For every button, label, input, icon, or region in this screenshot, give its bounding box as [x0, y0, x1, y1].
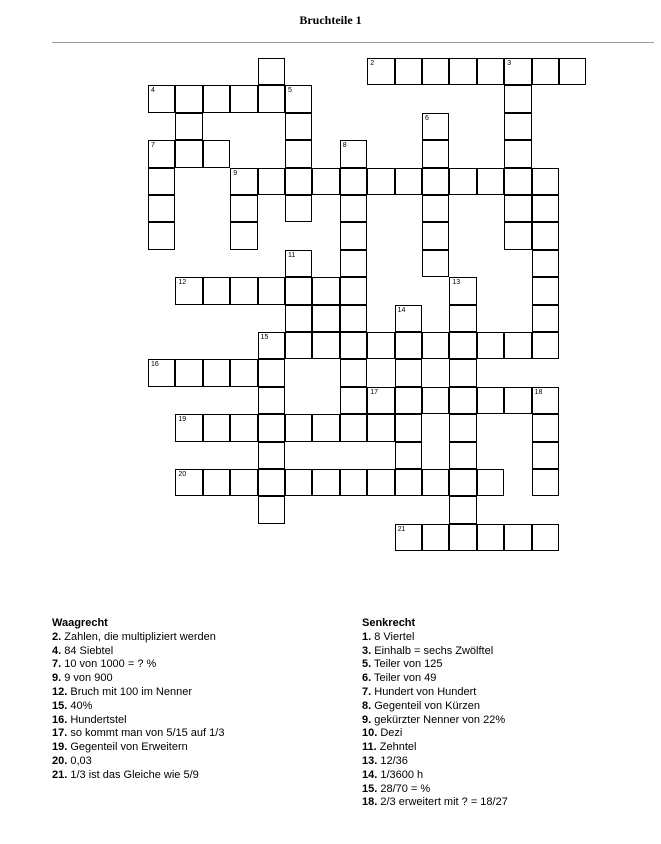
crossword-cell[interactable] — [285, 113, 312, 140]
crossword-cell[interactable] — [340, 469, 367, 496]
crossword-cell[interactable] — [422, 168, 449, 195]
crossword-cell[interactable] — [449, 387, 476, 414]
crossword-cell[interactable] — [203, 359, 230, 386]
crossword-cell[interactable] — [285, 277, 312, 304]
clue-item-text: so kommt man von 5/15 auf 1/3 — [67, 727, 225, 740]
crossword-cell[interactable] — [230, 85, 257, 112]
crossword-cell[interactable] — [258, 442, 285, 469]
crossword-cell[interactable] — [449, 414, 476, 441]
clue-item-number: 4. — [52, 644, 62, 657]
crossword-cell[interactable] — [477, 524, 504, 551]
clue-item — [362, 714, 508, 728]
crossword-cell[interactable] — [422, 469, 449, 496]
crossword-cell[interactable] — [449, 359, 476, 386]
clue-item — [362, 769, 508, 783]
crossword-cell[interactable] — [532, 305, 559, 332]
crossword-cell[interactable] — [532, 414, 559, 441]
clue-item-number: 11. — [362, 741, 377, 754]
crossword-cell[interactable] — [395, 524, 422, 551]
crossword-cell[interactable] — [477, 58, 504, 85]
crossword-cell[interactable] — [395, 359, 422, 386]
crossword-cell[interactable] — [504, 85, 531, 112]
crossword-cell[interactable] — [148, 168, 175, 195]
crossword-cell[interactable] — [230, 359, 257, 386]
clue-item-number: 9. — [52, 672, 62, 685]
clue-number: 6 — [425, 114, 429, 122]
crossword-cell[interactable] — [532, 524, 559, 551]
crossword-cell[interactable] — [340, 250, 367, 277]
clue-item-text: 40% — [67, 699, 93, 712]
crossword-cell[interactable] — [203, 277, 230, 304]
crossword-cell[interactable] — [422, 58, 449, 85]
crossword-cell[interactable] — [340, 168, 367, 195]
crossword-cell[interactable] — [258, 85, 285, 112]
crossword-cell[interactable] — [449, 496, 476, 523]
crossword-cell[interactable] — [175, 85, 202, 112]
crossword-cell[interactable] — [340, 277, 367, 304]
clue-item-text: Bruch mit 100 im Nenner — [67, 685, 193, 698]
crossword-cell[interactable] — [532, 332, 559, 359]
crossword-cell[interactable] — [230, 195, 257, 222]
clue-number: 2 — [370, 60, 375, 67]
clue-item-number: 1. — [362, 630, 372, 643]
crossword-cell[interactable] — [258, 469, 285, 496]
crossword-cell[interactable] — [367, 332, 394, 359]
clue-item-number: 7. — [52, 658, 62, 671]
clue-number: 19 — [178, 416, 187, 424]
clue-item-number: 20. — [52, 754, 68, 767]
crossword-cell[interactable] — [285, 469, 312, 496]
clue-item — [52, 672, 224, 686]
clue-item — [52, 658, 224, 672]
crossword-cell[interactable] — [148, 359, 175, 386]
clue-item-text: 9 von 900 — [61, 672, 113, 685]
clue-item — [362, 700, 508, 714]
clue-item-number: 21. — [52, 768, 68, 781]
crossword-cell[interactable] — [340, 140, 367, 167]
clue-number: 3 — [507, 60, 512, 67]
crossword-cell[interactable] — [477, 387, 504, 414]
clue-item-text: Teiler von 125 — [371, 658, 443, 671]
crossword-cell[interactable] — [203, 85, 230, 112]
clue-item-text: 2/3 erweitert mit ? = 18/27 — [377, 796, 508, 809]
crossword-cell[interactable] — [395, 305, 422, 332]
crossword-cell[interactable] — [422, 195, 449, 222]
clue-item-number: 14. — [362, 768, 378, 781]
crossword-cell[interactable] — [395, 168, 422, 195]
crossword-cell[interactable] — [312, 305, 339, 332]
crossword-cell[interactable] — [285, 305, 312, 332]
crossword-cell[interactable] — [148, 195, 175, 222]
crossword-cell[interactable] — [175, 277, 202, 304]
crossword-cell[interactable] — [477, 168, 504, 195]
crossword-cell[interactable] — [532, 195, 559, 222]
crossword-cell[interactable] — [504, 195, 531, 222]
clue-number: 14 — [397, 306, 406, 314]
clue-item — [362, 727, 508, 741]
crossword-cell[interactable] — [312, 332, 339, 359]
crossword-cell[interactable] — [285, 414, 312, 441]
crossword-cell[interactable] — [504, 524, 531, 551]
crossword-cell[interactable] — [449, 524, 476, 551]
clue-item — [362, 645, 508, 659]
crossword-cell[interactable] — [395, 387, 422, 414]
clue-item-text: 0,03 — [67, 754, 92, 767]
crossword-cell[interactable] — [230, 222, 257, 249]
clue-item-text: 10 von 1000 = ? % — [61, 658, 157, 671]
crossword-cell[interactable] — [203, 140, 230, 167]
clue-number: 16 — [151, 361, 159, 369]
crossword-cell[interactable] — [148, 85, 175, 112]
crossword-cell[interactable] — [532, 469, 559, 496]
clue-number: 11 — [288, 251, 296, 259]
crossword-cell[interactable] — [285, 168, 312, 195]
clue-number: 18 — [534, 388, 543, 396]
clue-item-number: 13. — [362, 754, 378, 767]
clue-item-number: 16. — [52, 713, 68, 726]
clue-item — [52, 714, 224, 728]
crossword-cell[interactable] — [367, 168, 394, 195]
crossword-cell[interactable] — [532, 168, 559, 195]
crossword-cell[interactable] — [175, 113, 202, 140]
crossword-cell[interactable] — [422, 524, 449, 551]
crossword-cell[interactable] — [203, 414, 230, 441]
crossword-cell[interactable] — [559, 58, 586, 85]
crossword-cell[interactable] — [532, 277, 559, 304]
crossword-cell[interactable] — [367, 469, 394, 496]
crossword-cell[interactable] — [504, 387, 531, 414]
crossword-cell[interactable] — [312, 414, 339, 441]
clue-number: 15 — [260, 334, 269, 341]
clue-item-text: 1/3600 h — [377, 768, 424, 781]
clue-item-text: 12/36 — [377, 754, 408, 767]
clue-item-text: Hundertstel — [67, 713, 127, 726]
crossword-cell[interactable] — [449, 305, 476, 332]
crossword-cell[interactable] — [203, 469, 230, 496]
clues-down-list — [362, 631, 508, 810]
crossword-cell[interactable] — [175, 359, 202, 386]
crossword-cell[interactable] — [532, 58, 559, 85]
clue-item-text: Gegenteil von Kürzen — [371, 699, 481, 712]
page-title: Bruchteile 1 — [299, 13, 362, 27]
crossword-cell[interactable] — [395, 332, 422, 359]
clue-item-number: 17. — [52, 727, 68, 740]
crossword-cell[interactable] — [449, 442, 476, 469]
clue-item — [52, 741, 224, 755]
clues-down — [362, 617, 508, 810]
crossword-cell[interactable] — [422, 250, 449, 277]
crossword-cell[interactable] — [230, 469, 257, 496]
clue-item-text: Dezi — [377, 727, 403, 740]
clue-item-number: 15. — [52, 699, 68, 712]
crossword-cell[interactable] — [340, 195, 367, 222]
clue-item-text: 28/70 = % — [377, 782, 431, 795]
crossword-cell[interactable] — [395, 414, 422, 441]
crossword-cell[interactable] — [395, 442, 422, 469]
clue-number: 17 — [370, 388, 378, 396]
clue-item — [52, 769, 224, 783]
crossword-cell[interactable] — [395, 58, 422, 85]
crossword-cell[interactable] — [422, 113, 449, 140]
clue-item-text: gekürzter Nenner von 22% — [371, 713, 506, 726]
crossword-cell[interactable] — [285, 85, 312, 112]
clue-item-number: 15. — [362, 782, 378, 795]
crossword-cell[interactable] — [258, 496, 285, 523]
clue-item — [362, 672, 508, 686]
clue-number: 7 — [151, 142, 155, 150]
clue-number: 5 — [288, 87, 292, 95]
crossword-cell[interactable] — [258, 277, 285, 304]
crossword-cell[interactable] — [258, 414, 285, 441]
clue-item — [52, 686, 224, 700]
clue-item-number: 3. — [362, 644, 372, 657]
crossword-cell[interactable] — [312, 168, 339, 195]
clue-number: 9 — [233, 169, 238, 177]
clue-item-number: 2. — [52, 630, 62, 643]
crossword-cell[interactable] — [258, 168, 285, 195]
crossword-cell[interactable] — [285, 250, 312, 277]
clue-item-text: Teiler von 49 — [371, 672, 437, 685]
crossword-cell[interactable] — [340, 305, 367, 332]
crossword-cell[interactable] — [532, 222, 559, 249]
clue-item-text: Zahlen, die multipliziert werden — [61, 630, 216, 643]
crossword-cell[interactable] — [449, 277, 476, 304]
crossword-cell[interactable] — [258, 387, 285, 414]
crossword-cell[interactable] — [532, 387, 559, 414]
crossword-cell[interactable] — [532, 250, 559, 277]
clue-item — [362, 686, 508, 700]
clue-item-number: 6. — [362, 672, 372, 685]
clue-item-text: Einhalb = sechs Zwölftel — [371, 644, 494, 657]
clue-number: 12 — [178, 279, 187, 287]
crossword-cell[interactable] — [340, 359, 367, 386]
clue-item-number: 5. — [362, 658, 372, 671]
clue-number: 21 — [397, 525, 406, 533]
clue-number: 4 — [151, 87, 155, 95]
clue-item — [52, 727, 224, 741]
crossword-cell[interactable] — [340, 332, 367, 359]
crossword-cell[interactable] — [422, 387, 449, 414]
crossword-cell[interactable] — [230, 277, 257, 304]
crossword-cell[interactable] — [230, 168, 257, 195]
clue-item-text: Hundert von Hundert — [371, 685, 477, 698]
clue-item-text: Gegenteil von Erweitern — [67, 741, 188, 754]
clue-number: 20 — [178, 471, 187, 478]
clue-item-number: 7. — [362, 685, 372, 698]
crossword-cell[interactable] — [504, 332, 531, 359]
crossword-cell[interactable] — [258, 359, 285, 386]
clue-item-number: 19. — [52, 741, 68, 754]
clue-item — [362, 631, 508, 645]
crossword-cell[interactable] — [504, 140, 531, 167]
crossword-cell[interactable] — [285, 195, 312, 222]
crossword-cell[interactable] — [148, 140, 175, 167]
crossword-cell[interactable] — [340, 387, 367, 414]
crossword-cell[interactable] — [340, 222, 367, 249]
clue-item-number: 10. — [362, 727, 378, 740]
clue-item — [362, 658, 508, 672]
crossword-cell[interactable] — [230, 414, 257, 441]
crossword-cell[interactable] — [175, 414, 202, 441]
clue-item — [362, 783, 508, 797]
crossword-cell[interactable] — [258, 332, 285, 359]
crossword-cell[interactable] — [367, 58, 394, 85]
clue-item — [52, 700, 224, 714]
clue-item-text: Zehntel — [376, 741, 417, 754]
crossword-cell[interactable] — [395, 469, 422, 496]
crossword-cell[interactable] — [477, 332, 504, 359]
clue-item-text: 84 Siebtel — [61, 644, 114, 657]
crossword-cell[interactable] — [285, 332, 312, 359]
clue-item — [362, 755, 508, 769]
crossword-cell[interactable] — [148, 222, 175, 249]
crossword-cell[interactable] — [532, 442, 559, 469]
crossword-cell[interactable] — [422, 140, 449, 167]
clue-item-text: 8 Viertel — [371, 630, 415, 643]
crossword-cell[interactable] — [175, 140, 202, 167]
crossword-cell[interactable] — [504, 58, 531, 85]
crossword-cell[interactable] — [449, 469, 476, 496]
clue-item-number: 12. — [52, 685, 68, 698]
clues-down-heading: Senkrecht — [362, 617, 416, 629]
clues-across — [52, 617, 224, 783]
crossword-cell[interactable] — [504, 222, 531, 249]
crossword-cell[interactable] — [258, 58, 285, 85]
crossword-cell[interactable] — [312, 469, 339, 496]
clue-number: 8 — [342, 142, 347, 150]
crossword-cell[interactable] — [504, 113, 531, 140]
crossword-cell[interactable] — [175, 469, 202, 496]
clue-item — [362, 796, 508, 810]
crossword-cell[interactable] — [449, 332, 476, 359]
crossword-cell[interactable] — [367, 387, 394, 414]
crossword-cell[interactable] — [340, 414, 367, 441]
crossword-cell[interactable] — [367, 414, 394, 441]
clues-across-list — [52, 631, 224, 783]
crossword-cell[interactable] — [449, 58, 476, 85]
crossword-cell[interactable] — [285, 140, 312, 167]
clues-across-heading: Waagrecht — [52, 617, 108, 629]
clue-item — [52, 645, 224, 659]
clue-item-text: 1/3 ist das Gleiche wie 5/9 — [67, 768, 199, 781]
crossword-cell[interactable] — [504, 168, 531, 195]
clue-item — [52, 755, 224, 769]
clue-item — [362, 741, 508, 755]
crossword-cell[interactable] — [422, 332, 449, 359]
clue-number: 13 — [452, 279, 461, 287]
clue-item-number: 9. — [362, 713, 372, 726]
crossword-cell[interactable] — [312, 277, 339, 304]
clue-item-number: 8. — [362, 699, 372, 712]
crossword-cell[interactable] — [449, 168, 476, 195]
clue-item-number: 18. — [362, 796, 378, 809]
clue-item — [52, 631, 224, 645]
crossword-cell[interactable] — [422, 222, 449, 249]
crossword-cell[interactable] — [477, 469, 504, 496]
